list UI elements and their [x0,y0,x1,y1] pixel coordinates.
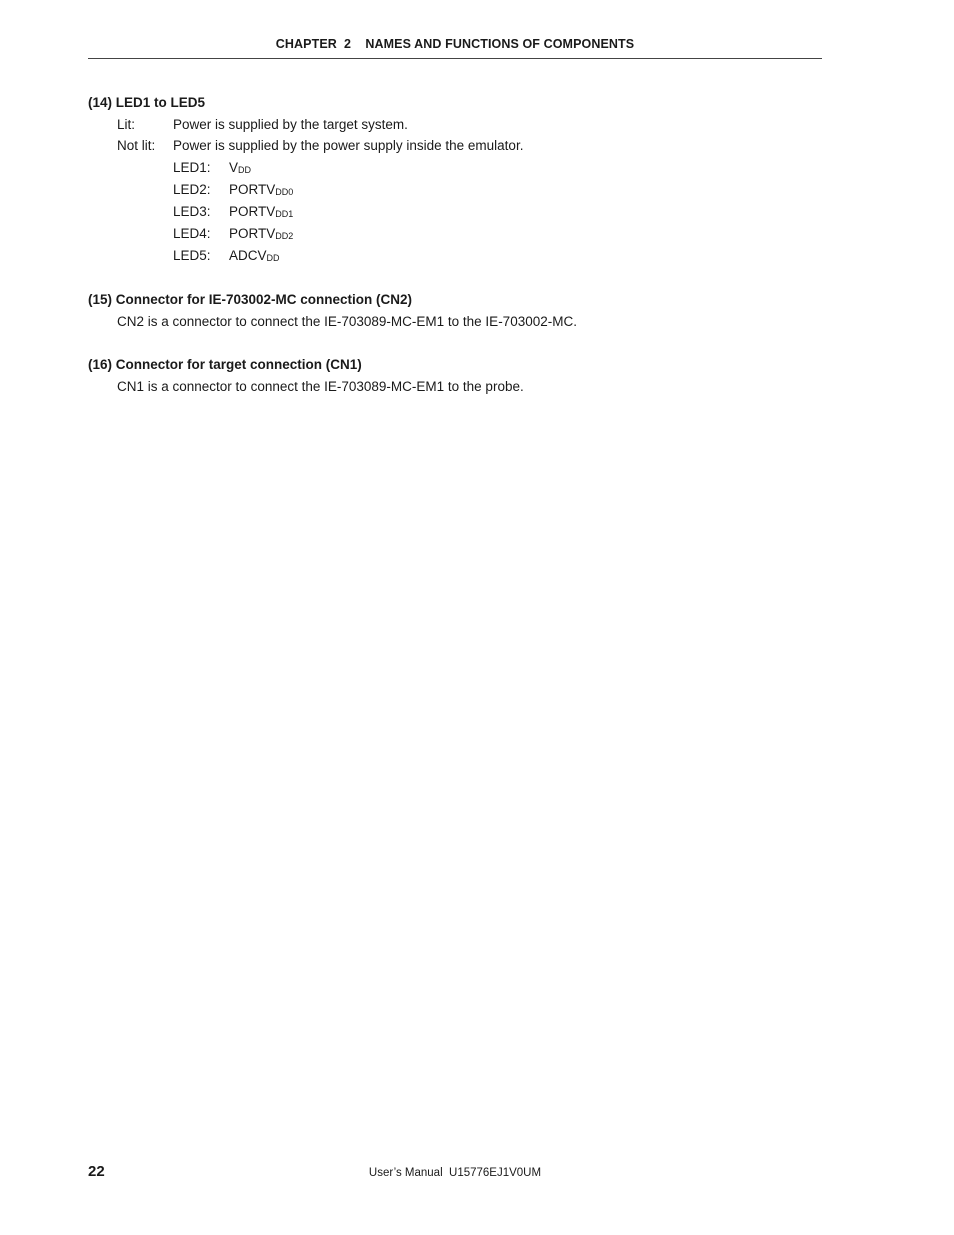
led-supply-main: V [229,160,239,175]
not-lit-label: Not lit: [117,138,156,153]
led-label: LED3: [173,204,211,219]
led-label: LED1: [173,160,211,175]
page-number: 22 [88,1163,105,1180]
led-supply-main: PORTV [229,204,276,219]
lit-text: Power is supplied by the target system. [173,117,408,132]
led-supply-subscript: DD2 [275,231,294,241]
not-lit-text: Power is supplied by the power supply inside the emulator. [173,138,524,153]
led-supply-subscript: DD1 [275,209,294,219]
led-supply-subscript: DD [266,253,280,263]
led-supply-main: ADCV [229,248,267,263]
section-15-text: CN2 is a connector to connect the IE-703089-MC-EM1 to the IE-703002-MC. [117,314,577,329]
led-supply [229,226,293,241]
section-14-heading: (14) LED1 to LED5 [88,95,206,110]
section-16-heading: (16) Connector for target connection (CN1) [88,357,362,372]
led-supply [229,160,251,175]
led-supply-main: PORTV [229,182,276,197]
led-supply-subscript: DD [238,165,252,175]
manual-id: User’s Manual U15776EJ1V0UM [368,1167,542,1179]
led-label: LED2: [173,182,211,197]
led-supply [229,248,280,263]
lit-label: Lit: [117,117,136,132]
led-supply-subscript: DD0 [275,187,294,197]
led-label: LED4: [173,226,211,241]
led-label: LED5: [173,248,211,263]
section-15-heading: (15) Connector for IE-703002-MC connection (CN2) [88,292,413,307]
header-rule [88,58,822,59]
section-16-text: CN1 is a connector to connect the IE-703089-MC-EM1 to the probe. [117,379,524,394]
led-supply [229,204,293,219]
led-supply [229,182,293,197]
led-supply-main: PORTV [229,226,276,241]
chapter-title: CHAPTER 2 NAMES AND FUNCTIONS OF COMPONENTS [275,37,635,51]
